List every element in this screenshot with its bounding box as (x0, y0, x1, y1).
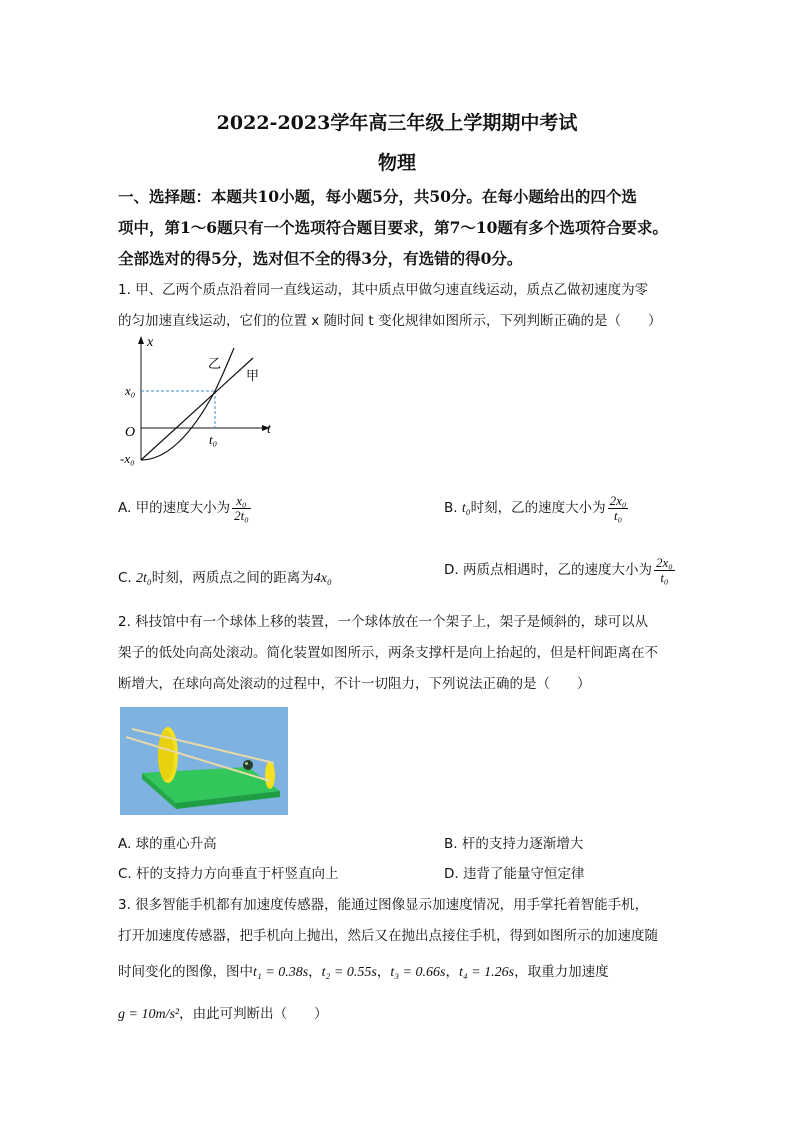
x0-label: x₀ (125, 383, 136, 398)
math-t0: t₀ (461, 501, 471, 517)
instruction-line: 项中，第1～6题只有一个选项符合题目要求，第7～10题有多个选项符合要求。 (118, 218, 668, 237)
question-3-stem (118, 890, 683, 952)
jia-label: 甲 (246, 369, 260, 384)
q2-option-d[interactable]: D. 违背了能量守恒定律 (444, 866, 585, 882)
math-4x0: 4x₀ (313, 571, 332, 586)
fraction (608, 494, 629, 522)
fraction (232, 494, 251, 522)
question-1-stem (118, 275, 683, 337)
exam-title: 2022-2023学年高三年级上学期期中考试 (216, 112, 578, 134)
ball-rail-device-photo (120, 707, 288, 815)
option-letter: D. (444, 562, 459, 579)
question-3-line4 (118, 1002, 328, 1023)
option-text: 甲的速度大小为 (135, 500, 231, 517)
t0-label: t₀ (209, 432, 218, 447)
math-t1: t₁ = 0.38s (253, 965, 309, 980)
denominator: 2t₀ (234, 507, 249, 523)
option-text: 时刻，乙的速度大小为 (470, 500, 606, 517)
line-jia (141, 358, 253, 460)
instruction-line: 全部选对的得5分，选对但不全的得3分，有选错的得0分。 (118, 249, 523, 268)
yellow-support-right (265, 761, 275, 789)
x-axis-label: t (267, 422, 271, 437)
q1-option-b[interactable] (444, 494, 630, 522)
stem-line: 1. 甲、乙两个质点沿着同一直线运动，其中质点甲做匀速直线运动，质点乙做初速度为零 (118, 282, 649, 298)
stem-line: 架子的低处向高处滚动。简化装置如图所示，两条支撑杆是向上抬起的，但是杆间距离在不 (118, 645, 658, 661)
math-t2: t₂ = 0.55s (321, 965, 377, 980)
stem-text: ，取重力加速度 (514, 964, 609, 980)
yi-label: 乙 (208, 357, 222, 372)
math-2t0: 2t₀ (136, 571, 152, 586)
option-letter: B. (444, 500, 458, 517)
ball (243, 760, 253, 770)
question-2-stem (118, 607, 683, 700)
math-t3: t₃ = 0.66s (390, 965, 446, 980)
math-g: g = 10m/s² (118, 1007, 180, 1022)
fraction (654, 556, 675, 584)
math-t4: t₄ = 1.26s (458, 965, 515, 980)
numerator: x₀ (232, 494, 251, 509)
option-letter: A. (118, 500, 132, 517)
stem-text: ，由此可判断出（ ） (179, 1006, 328, 1022)
stem-line: 断增大，在球向高处滚动的过程中，不计一切阻力，下列说法正确的是（ ） (118, 676, 591, 692)
stem-text: 时间变化的图像，图中 (118, 964, 253, 980)
q2-option-b[interactable]: B. 杆的支持力逐渐增大 (444, 836, 584, 852)
y-axis-label: x (147, 335, 154, 350)
q1-option-c[interactable] (118, 566, 332, 587)
option-letter: C. (118, 570, 132, 586)
stem-line: 的匀加速直线运动，它们的位置 x 随时间 t 变化规律如图所示，下列判断正确的是（ ） (118, 313, 662, 329)
origin-label: O (125, 425, 136, 440)
y-axis-arrow (138, 336, 144, 344)
option-text: 两质点相遇时，乙的速度大小为 (462, 562, 652, 579)
q2-option-c[interactable]: C. 杆的支持力方向垂直于杆竖直向上 (118, 866, 339, 882)
numerator: 2x₀ (655, 555, 673, 570)
option-text: 时刻，两质点之间的距离为 (151, 570, 314, 586)
numerator: 2x₀ (609, 493, 627, 508)
stem-line: 打开加速度传感器，把手机向上抛出，然后又在抛出点接住手机，得到如图所示的加速度随 (118, 928, 658, 944)
question-3-line3: 时间变化的图像，图中t₁ = 0.38s，t₂ = 0.55s，t₃ = 0.66s，t₄ = 1.26s，取重力加速度 (118, 964, 609, 980)
q1-option-d[interactable] (444, 556, 677, 584)
q1-option-a[interactable] (118, 494, 253, 522)
position-time-graph (116, 332, 286, 472)
denominator: t₀ (613, 507, 623, 523)
section-instructions (118, 181, 678, 274)
instruction-line: 一、选择题：本题共10小题，每小题5分，共50分。在每小题给出的四个选 (118, 187, 637, 206)
q2-option-a[interactable]: A. 球的重心升高 (118, 836, 217, 852)
stem-line: 2. 科技馆中有一个球体上移的装置，一个球体放在一个架子上，架子是倾斜的，球可以从 (118, 614, 649, 630)
stem-line: 3. 很多智能手机都有加速度传感器，能通过图像显示加速度情况，用手掌托着智能手机， (118, 897, 649, 913)
denominator: t₀ (660, 569, 669, 585)
subject-title: 物理 (377, 152, 416, 174)
neg-x0-label: -x₀ (120, 451, 135, 466)
